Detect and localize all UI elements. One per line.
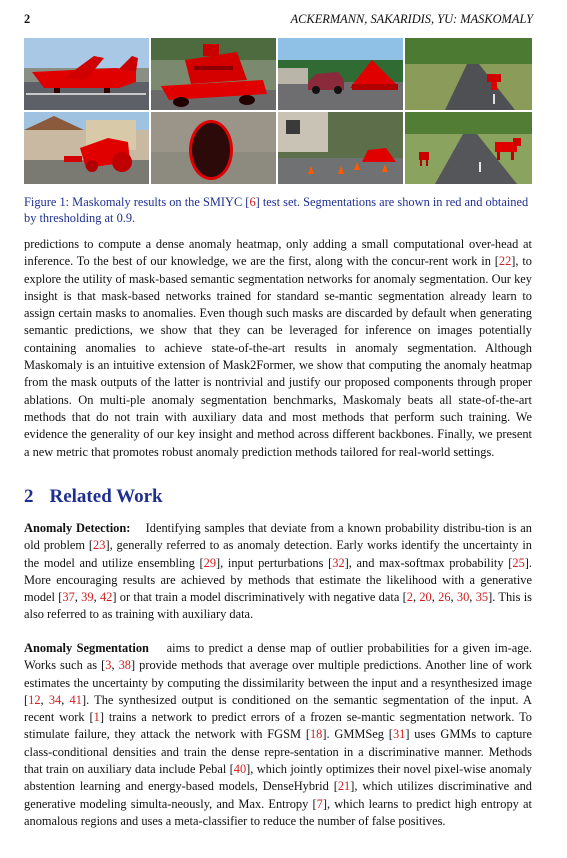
section-heading [24, 486, 163, 508]
result-image-tractor [24, 112, 149, 184]
citation-link[interactable]: 29 [203, 555, 217, 570]
result-image-road-animal [405, 38, 532, 110]
paragraph-lead: Anomaly Detection: [24, 521, 131, 535]
citation-link[interactable]: 26 [438, 590, 451, 605]
anomaly-segmentation-paragraph: Anomaly Segmentation aims to predict a dense map of outlier probabilities for a given im-age. Works such as [3, 38] provide methods that average over multiple predictions. Another line of work estimates the uncertainty by computing the dissimilarity between the input and a resynthesized image [12, 34, 41]. The synthesized output is conditioned on the semantic segmentation of the input. A recent work [1] trains a network to predict errors of a frozen se-mantic segmentation network. To stimulate failure, they attack the network with FGSM [18]. GMMSeg [31] uses GMMs to capture class-conditional densities and train the dense repre-sentation in a discriminative manner. Methods that train on auxiliary data include Pebal [40], which jointly optimizes their novel pixel-wise anomaly abstention learning and energy-based models, DenseHybrid [21], which utilizes discriminative and generative modeling simulta-neously, and Max. Entropy [7], which learns to predict high entropy at anomalous regions and uses a meta-classifier to reduce the number of false positives. [24, 641, 533, 828]
anomaly-detection-paragraph: Anomaly Detection: Identifying samples that deviate from a known probability distribu-tion is an old problem [23], generally referred to as anomaly detection. Early works identify the uncertainty in the model and utilize ensembling [29], input perturbations [32], and max-softmax probability [25]. More encouraging results are achieved by methods that estimate the likelihood with a generative model [37, 39, 42] or that train a model discriminatively with negative data [2, 20, 26, 30, 35]. This is also referred to as training with auxiliary data. [24, 521, 532, 622]
citation-link[interactable]: 1 [93, 710, 100, 725]
section-title: Related Work [49, 486, 163, 507]
citation-link[interactable]: 39 [81, 590, 94, 605]
result-image-object-closeup [151, 112, 276, 184]
result-image-airplane [24, 38, 149, 110]
citation-link[interactable]: 41 [69, 692, 82, 707]
citation-link[interactable]: 2 [406, 590, 413, 605]
citation-link[interactable]: 32 [332, 555, 345, 570]
result-image-car-tent [278, 38, 403, 110]
result-image-boat [151, 38, 276, 110]
citation-link[interactable]: 22 [498, 254, 512, 269]
citation-link[interactable]: 20 [419, 590, 432, 605]
paragraph-lead: Anomaly Segmentation [24, 641, 149, 655]
citation-link[interactable]: 7 [316, 796, 323, 811]
result-image-street-cones [278, 112, 403, 184]
citation-link[interactable]: 21 [337, 779, 351, 794]
page-number: 2 [24, 12, 31, 26]
running-header [24, 12, 533, 28]
result-image-road-cows [405, 112, 532, 184]
citation-link[interactable]: 18 [309, 727, 323, 742]
citation-link[interactable]: 23 [93, 538, 106, 553]
citation-link[interactable]: 31 [392, 727, 406, 742]
citation-link[interactable]: 6 [249, 195, 256, 209]
citation-link[interactable]: 30 [456, 590, 470, 605]
citation-link[interactable]: 40 [233, 762, 247, 777]
citation-link[interactable]: 37 [62, 590, 75, 605]
citation-link[interactable]: 34 [48, 692, 62, 707]
citation-link[interactable]: 25 [512, 555, 525, 570]
intro-paragraph: predictions to compute a dense anomaly heatmap, only adding a small computational over-head at inference. To the best of our knowledge, we are the first, along with the concur-rent work in [22], to explore the utility of mask-based semantic segmentation networks for anomaly segmentation. Our key insight is that mask-based networks trained for standard se-mantic segmentation already learn to assign certain masks to anomalies. Even though such masks are discarded by default when generating semantic predictions, we show that they can be leveraged for inference on images potentially containing anomalies to achieve state-of-the-art results in anomaly segmentation. Although Maskomaly is an intuitive extension of Mask2Former, we show that computing the anomaly heatmap from the mask outputs of the latter is nontrivial and justify our proposed components through proper ablations. On multi-ple anomaly segmentation benchmarks, Maskomaly beats all state-of-the-art methods that do not train with auxiliary data and most methods that perform such training. We evidence the generality of our key insight and method across different backbones. Finally, we present a new metric that promotes robust anomaly prediction methods tailored for real-world settings. [24, 237, 532, 459]
citation-link[interactable]: 38 [118, 658, 131, 673]
citation-link[interactable]: 42 [99, 590, 113, 605]
figure-1 [24, 38, 532, 184]
figure-caption: Figure 1: Maskomaly results on the SMIYC [6] test set. Segmentations are shown in red and obtained by thresholding at 0.9. [24, 195, 529, 225]
running-title: ACKERMANN, SAKARIDIS, YU: MASKOMALY [290, 12, 533, 26]
citation-link[interactable]: 3 [105, 658, 112, 673]
section-number: 2 [24, 486, 34, 507]
citation-link[interactable]: 35 [475, 590, 489, 605]
citation-link[interactable]: 12 [28, 692, 41, 707]
